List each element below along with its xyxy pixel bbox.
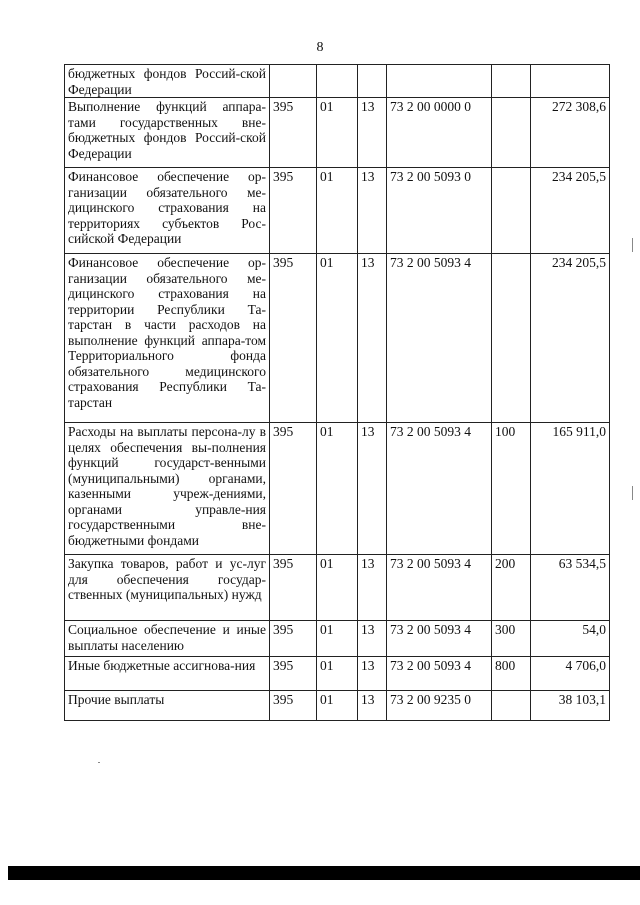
ministry-code-cell: 395 bbox=[270, 254, 317, 423]
row-name-cell: Финансовое обеспечение ор-ганизации обязательного ме-дицинского страхования на территории Республики Та-тарстан в части расходов на выполнение функций аппара-том Территориального фонда обязательного медицинского страхования Республики Та-тарстан bbox=[65, 254, 270, 423]
target-article-cell: 73 2 00 5093 4 bbox=[387, 423, 492, 555]
target-article-cell: 73 2 00 5093 4 bbox=[387, 657, 492, 691]
row-name-cell: Прочие выплаты bbox=[65, 691, 270, 721]
amount-cell: 54,0 bbox=[531, 621, 610, 657]
section-code-cell: 01 bbox=[317, 621, 358, 657]
row-name-cell: Выполнение функций аппара-тами государственных вне-бюджетных фондов Россий-ской Федерации bbox=[65, 98, 270, 168]
amount-cell: 4 706,0 bbox=[531, 657, 610, 691]
scan-edge-bar bbox=[8, 866, 640, 880]
table-row bbox=[65, 168, 610, 254]
row-name-cell: Закупка товаров, работ и ус-луг для обеспечения государ-ственных (муниципальных) нужд bbox=[65, 555, 270, 621]
amount-cell: 272 308,6 bbox=[531, 98, 610, 168]
subsection-code-cell: 13 bbox=[358, 168, 387, 254]
target-article-cell bbox=[387, 65, 492, 98]
target-article-cell: 73 2 00 5093 4 bbox=[387, 254, 492, 423]
section-code-cell: 01 bbox=[317, 98, 358, 168]
target-article-cell: 73 2 00 0000 0 bbox=[387, 98, 492, 168]
section-code-cell: 01 bbox=[317, 423, 358, 555]
ministry-code-cell: 395 bbox=[270, 555, 317, 621]
budget-table bbox=[64, 64, 610, 721]
subsection-code-cell: 13 bbox=[358, 423, 387, 555]
expense-type-cell: 200 bbox=[492, 555, 531, 621]
subsection-code-cell: 13 bbox=[358, 621, 387, 657]
expense-type-cell: 300 bbox=[492, 621, 531, 657]
table-row bbox=[65, 423, 610, 555]
section-code-cell: 01 bbox=[317, 168, 358, 254]
section-code-cell: 01 bbox=[317, 657, 358, 691]
ministry-code-cell: 395 bbox=[270, 657, 317, 691]
ministry-code-cell: 395 bbox=[270, 621, 317, 657]
ministry-code-cell: 395 bbox=[270, 691, 317, 721]
target-article-cell: 73 2 00 9235 0 bbox=[387, 691, 492, 721]
table-row bbox=[65, 98, 610, 168]
expense-type-cell bbox=[492, 254, 531, 423]
target-article-cell: 73 2 00 5093 0 bbox=[387, 168, 492, 254]
row-name-cell: Финансовое обеспечение ор-ганизации обязательного ме-дицинского страхования на территориях субъектов Рос-сийской Федерации bbox=[65, 168, 270, 254]
scan-speck bbox=[98, 762, 100, 763]
page-number: 8 bbox=[316, 40, 324, 55]
target-article-cell: 73 2 00 5093 4 bbox=[387, 621, 492, 657]
section-code-cell bbox=[317, 65, 358, 98]
amount-cell: 38 103,1 bbox=[531, 691, 610, 721]
amount-cell: 63 534,5 bbox=[531, 555, 610, 621]
expense-type-cell: 100 bbox=[492, 423, 531, 555]
table-row bbox=[65, 691, 610, 721]
subsection-code-cell: 13 bbox=[358, 98, 387, 168]
table-row bbox=[65, 555, 610, 621]
expense-type-cell bbox=[492, 691, 531, 721]
table-row bbox=[65, 65, 610, 98]
amount-cell: 234 205,5 bbox=[531, 254, 610, 423]
section-code-cell: 01 bbox=[317, 691, 358, 721]
table-row bbox=[65, 621, 610, 657]
section-code-cell: 01 bbox=[317, 555, 358, 621]
table-row bbox=[65, 657, 610, 691]
row-name-cell: бюджетных фондов Россий-ской Федерации bbox=[65, 65, 270, 98]
scan-speck bbox=[632, 238, 633, 252]
amount-cell: 234 205,5 bbox=[531, 168, 610, 254]
expense-type-cell bbox=[492, 168, 531, 254]
ministry-code-cell bbox=[270, 65, 317, 98]
subsection-code-cell: 13 bbox=[358, 254, 387, 423]
expense-type-cell bbox=[492, 65, 531, 98]
subsection-code-cell bbox=[358, 65, 387, 98]
amount-cell: 165 911,0 bbox=[531, 423, 610, 555]
subsection-code-cell: 13 bbox=[358, 555, 387, 621]
table-row bbox=[65, 254, 610, 423]
subsection-code-cell: 13 bbox=[358, 691, 387, 721]
subsection-code-cell: 13 bbox=[358, 657, 387, 691]
scan-speck bbox=[632, 486, 633, 500]
row-name-cell: Социальное обеспечение и иные выплаты населению bbox=[65, 621, 270, 657]
row-name-cell: Иные бюджетные ассигнова-ния bbox=[65, 657, 270, 691]
expense-type-cell: 800 bbox=[492, 657, 531, 691]
expense-type-cell bbox=[492, 98, 531, 168]
section-code-cell: 01 bbox=[317, 254, 358, 423]
row-name-cell: Расходы на выплаты персона-лу в целях обеспечения вы-полнения функций государст-венными (муниципальными) органами, казенными учреж-дениями, органами управле-ния государственными вне-бюджетными фондами bbox=[65, 423, 270, 555]
ministry-code-cell: 395 bbox=[270, 168, 317, 254]
ministry-code-cell: 395 bbox=[270, 423, 317, 555]
ministry-code-cell: 395 bbox=[270, 98, 317, 168]
amount-cell bbox=[531, 65, 610, 98]
target-article-cell: 73 2 00 5093 4 bbox=[387, 555, 492, 621]
